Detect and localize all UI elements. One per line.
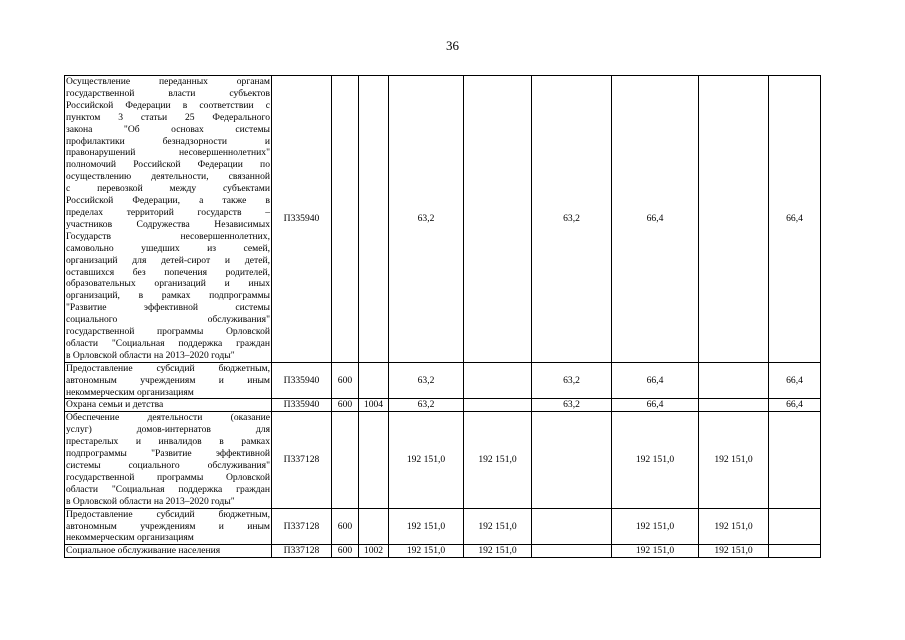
description-line: закона "Об основах системы: [66, 123, 270, 135]
description-line: престарелых и инвалидов в рамках: [66, 436, 270, 448]
description-line: организаций, в рамках подпрограммы: [66, 290, 270, 302]
description-line: Предоставление субсидий бюджетным,: [66, 362, 270, 374]
amount-cell: [769, 545, 821, 558]
description-line: области "Социальная поддержка граждан: [66, 483, 270, 495]
target-article-code: П335940: [272, 76, 332, 363]
description-line: самовольно ушедших из семей,: [66, 242, 270, 254]
table-row: [65, 399, 821, 412]
description-line: Российской Федерации, а также в: [66, 195, 270, 207]
amount-cell: 66,4: [612, 362, 699, 399]
description-line: автономным учреждениям и иным: [66, 374, 270, 386]
row-description: [65, 399, 272, 412]
amount-cell: 192 151,0: [699, 508, 769, 545]
description-line: Социальное обслуживание населения: [66, 545, 221, 557]
section-code: [359, 76, 389, 363]
expense-type-code: 600: [332, 545, 359, 558]
amount-cell: [699, 362, 769, 399]
description-line: образовательных организаций и иных: [66, 278, 270, 290]
description-line: в Орловской области на 2013–2020 годы": [66, 349, 235, 361]
amount-cell: [532, 545, 612, 558]
description-line: оставшихся без попечения родителей,: [66, 266, 270, 278]
amount-cell: [699, 76, 769, 363]
row-description: [65, 362, 272, 399]
description-line: некоммерческим организациям: [66, 386, 194, 398]
target-article-code: П335940: [272, 399, 332, 412]
table-row: [65, 508, 821, 545]
description-line: Предоставление субсидий бюджетным,: [66, 508, 270, 520]
description-line: государственной программы Орловской: [66, 471, 270, 483]
amount-cell: [769, 508, 821, 545]
description-line: полномочий Российской Федерации по: [66, 159, 270, 171]
section-code: [359, 362, 389, 399]
row-description: [65, 76, 272, 363]
amount-cell: 192 151,0: [612, 412, 699, 508]
row-description: [65, 545, 272, 558]
description-line: с перевозкой между субъектами: [66, 183, 270, 195]
description-line: области "Социальная поддержка граждан: [66, 337, 270, 349]
amount-cell: 192 151,0: [464, 508, 532, 545]
section-code: [359, 508, 389, 545]
description-line: профилактики безнадзорности и: [66, 135, 270, 147]
description-line: в Орловской области на 2013–2020 годы": [66, 495, 235, 507]
expense-type-code: 600: [332, 508, 359, 545]
description-line: "Развитие эффективной системы: [66, 302, 270, 314]
expense-type-code: 600: [332, 399, 359, 412]
expense-type-code: [332, 412, 359, 508]
description-line: пунктом 3 статьи 25 Федерального: [66, 111, 270, 123]
table-row: [65, 362, 821, 399]
description-line: Осуществление переданных органам: [66, 76, 270, 87]
description-line: автономным учреждениям и иным: [66, 520, 270, 532]
expense-type-code: 600: [332, 362, 359, 399]
description-line: Российской Федерации в соответствии с: [66, 99, 270, 111]
row-description: [65, 508, 272, 545]
amount-cell: 66,4: [612, 399, 699, 412]
amount-cell: 63,2: [389, 399, 464, 412]
amount-cell: 63,2: [532, 362, 612, 399]
amount-cell: [532, 412, 612, 508]
amount-cell: 63,2: [389, 76, 464, 363]
target-article-code: П337128: [272, 545, 332, 558]
section-code: [359, 412, 389, 508]
target-article-code: П337128: [272, 412, 332, 508]
amount-cell: 63,2: [532, 76, 612, 363]
description-line: некоммерческим организациям: [66, 532, 194, 544]
row-description: [65, 412, 272, 508]
amount-cell: 192 151,0: [464, 412, 532, 508]
description-line: организаций для детей-сирот и детей,: [66, 254, 270, 266]
budget-table: [64, 75, 821, 558]
amount-cell: 192 151,0: [699, 412, 769, 508]
table-row: [65, 545, 821, 558]
description-line: подпрограммы "Развитие эффективной: [66, 448, 270, 460]
target-article-code: П337128: [272, 508, 332, 545]
description-line: услуг) домов-интернатов для: [66, 424, 270, 436]
target-article-code: П335940: [272, 362, 332, 399]
description-line: Государств несовершеннолетних,: [66, 230, 270, 242]
table-row: [65, 412, 821, 508]
amount-cell: 63,2: [532, 399, 612, 412]
amount-cell: [699, 399, 769, 412]
amount-cell: 66,4: [769, 362, 821, 399]
description-line: пределах территорий государств –: [66, 206, 270, 218]
amount-cell: 192 151,0: [699, 545, 769, 558]
amount-cell: 192 151,0: [612, 545, 699, 558]
description-line: правонарушений несовершеннолетних": [66, 147, 270, 159]
description-line: системы социального обслуживания": [66, 460, 270, 471]
table-row: [65, 76, 821, 363]
amount-cell: [464, 76, 532, 363]
amount-cell: 63,2: [389, 362, 464, 399]
amount-cell: 192 151,0: [389, 412, 464, 508]
expense-type-code: [332, 76, 359, 363]
amount-cell: [769, 412, 821, 508]
amount-cell: 192 151,0: [389, 545, 464, 558]
amount-cell: 66,4: [769, 399, 821, 412]
description-line: осуществлению деятельности, связанной: [66, 171, 270, 183]
description-line: государственной власти субъектов: [66, 87, 270, 99]
section-code: 1004: [359, 399, 389, 412]
amount-cell: 192 151,0: [464, 545, 532, 558]
page-number: 36: [446, 38, 459, 53]
amount-cell: [532, 508, 612, 545]
amount-cell: 192 151,0: [389, 508, 464, 545]
description-line: социального обслуживания": [66, 314, 270, 326]
amount-cell: 66,4: [612, 76, 699, 363]
amount-cell: 66,4: [769, 76, 821, 363]
amount-cell: 192 151,0: [612, 508, 699, 545]
amount-cell: [464, 399, 532, 412]
description-line: Обеспечение деятельности (оказание: [66, 412, 270, 424]
description-line: участников Содружества Независимых: [66, 218, 270, 230]
section-code: 1002: [359, 545, 389, 558]
description-line: государственной программы Орловской: [66, 326, 270, 338]
amount-cell: [464, 362, 532, 399]
description-line: Охрана семьи и детства: [66, 399, 164, 411]
